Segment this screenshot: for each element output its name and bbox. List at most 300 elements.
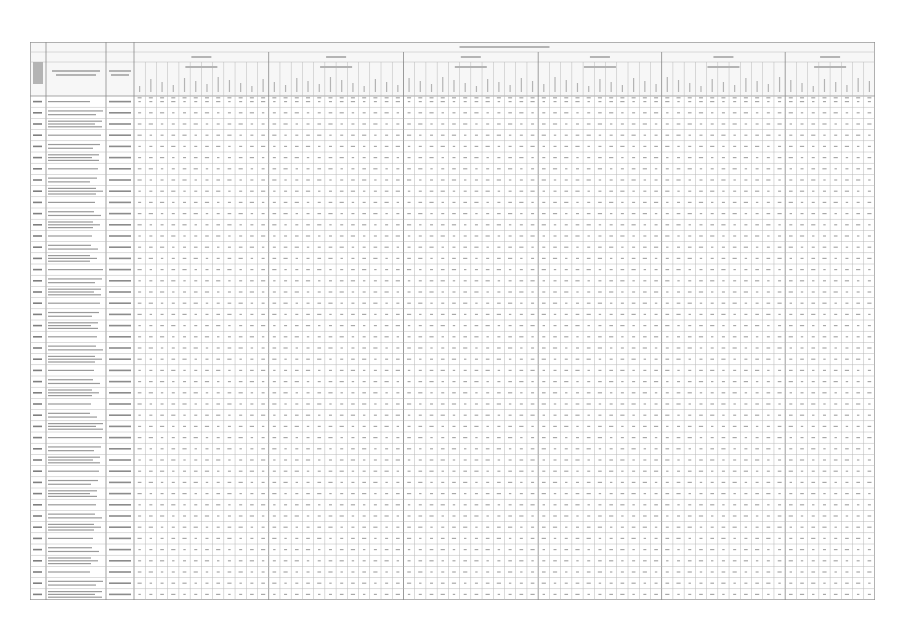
cell-placeholder	[407, 123, 411, 124]
cell-placeholder	[565, 403, 568, 404]
cell-placeholder	[161, 269, 164, 270]
cell-placeholder	[430, 504, 434, 505]
cell-placeholder	[665, 493, 669, 494]
cell-placeholder	[520, 303, 522, 304]
cell-placeholder	[688, 381, 692, 382]
cell-placeholder	[767, 549, 769, 550]
cell-placeholder	[767, 415, 769, 416]
cell-placeholder	[621, 403, 625, 404]
cell-placeholder	[519, 247, 523, 248]
cell-placeholder	[408, 325, 410, 326]
cell-placeholder	[599, 314, 601, 315]
cell-placeholder	[228, 437, 232, 438]
cell-placeholder	[699, 235, 703, 236]
cell-placeholder	[149, 370, 152, 371]
cell-placeholder	[430, 359, 433, 360]
cell-placeholder	[654, 291, 658, 292]
cell-placeholder	[363, 560, 366, 561]
cell-placeholder	[609, 235, 613, 236]
cell-placeholder	[171, 179, 175, 180]
cell-placeholder	[846, 202, 848, 203]
cell-placeholder	[261, 594, 265, 595]
cell-placeholder	[632, 179, 636, 180]
column-header-placeholder	[801, 83, 802, 92]
cell-placeholder	[194, 157, 198, 158]
cell-placeholder	[194, 101, 197, 102]
cell-placeholder	[442, 247, 444, 248]
cell-placeholder	[441, 168, 444, 169]
description-placeholder	[48, 316, 92, 317]
cell-placeholder	[385, 247, 389, 248]
cell-placeholder	[171, 146, 175, 147]
cell-placeholder	[554, 146, 557, 147]
cell-placeholder	[295, 112, 299, 113]
cell-placeholder	[811, 213, 815, 214]
cell-placeholder	[307, 482, 310, 483]
cell-placeholder	[519, 112, 523, 113]
cell-placeholder	[149, 112, 153, 113]
cell-placeholder	[374, 101, 377, 102]
cell-placeholder	[396, 191, 400, 192]
cell-placeholder	[408, 504, 410, 505]
cell-placeholder	[778, 594, 781, 595]
cell-placeholder	[531, 437, 534, 438]
cell-placeholder	[363, 112, 366, 113]
cell-placeholder	[150, 359, 152, 360]
column-subgroup-placeholder	[455, 66, 487, 68]
cell-placeholder	[867, 168, 871, 169]
cell-placeholder	[228, 482, 232, 483]
cell-placeholder	[205, 471, 209, 472]
cell-placeholder	[138, 247, 141, 248]
cell-placeholder	[542, 336, 545, 337]
cell-placeholder	[711, 527, 714, 528]
cell-placeholder	[755, 359, 759, 360]
column-index-placeholder	[430, 97, 434, 98]
cell-placeholder	[418, 303, 422, 304]
cell-placeholder	[856, 482, 860, 483]
cell-placeholder	[767, 280, 769, 281]
column-index-placeholder	[508, 97, 512, 98]
cell-placeholder	[295, 135, 298, 136]
cell-placeholder	[575, 191, 579, 192]
cell-placeholder	[407, 258, 411, 259]
code-placeholder	[109, 258, 131, 260]
cell-placeholder	[228, 123, 232, 124]
cell-placeholder	[530, 101, 534, 102]
description-placeholder	[48, 202, 95, 203]
cell-placeholder	[721, 314, 725, 315]
cell-placeholder	[599, 403, 601, 404]
cell-placeholder	[643, 426, 647, 427]
cell-placeholder	[182, 269, 186, 270]
cell-placeholder	[811, 347, 815, 348]
cell-placeholder	[396, 135, 400, 136]
cell-placeholder	[789, 549, 793, 550]
code-placeholder	[109, 515, 131, 517]
cell-placeholder	[272, 135, 276, 136]
cell-placeholder	[206, 482, 208, 483]
cell-placeholder	[385, 594, 389, 595]
cell-placeholder	[699, 594, 703, 595]
cell-placeholder	[688, 415, 691, 416]
cell-placeholder	[519, 560, 523, 561]
cell-placeholder	[575, 280, 579, 281]
cell-placeholder	[677, 482, 681, 483]
cell-placeholder	[643, 594, 646, 595]
column-index-placeholder	[856, 97, 860, 98]
cell-placeholder	[318, 291, 321, 292]
column-header-placeholder	[476, 86, 477, 92]
cell-placeholder	[329, 202, 333, 203]
cell-placeholder	[397, 247, 399, 248]
cell-placeholder	[801, 291, 803, 292]
column-header-placeholder	[386, 82, 387, 92]
column-index-placeholder	[744, 97, 748, 98]
cell-placeholder	[845, 191, 849, 192]
cell-placeholder	[497, 515, 500, 516]
cell-placeholder	[317, 303, 321, 304]
cell-placeholder	[328, 527, 332, 528]
description-placeholder	[48, 413, 90, 414]
cell-placeholder	[722, 594, 724, 595]
cell-placeholder	[520, 482, 522, 483]
cell-placeholder	[733, 426, 737, 427]
cell-placeholder	[475, 493, 478, 494]
cell-placeholder	[385, 426, 389, 427]
cell-placeholder	[520, 527, 522, 528]
cell-placeholder	[239, 336, 243, 337]
cell-placeholder	[474, 336, 478, 337]
cell-placeholder	[486, 515, 488, 516]
cell-placeholder	[464, 269, 466, 270]
description-placeholder	[48, 278, 102, 279]
cell-placeholder	[396, 359, 400, 360]
cell-placeholder	[317, 538, 321, 539]
cell-placeholder	[407, 135, 411, 136]
cell-placeholder	[756, 247, 758, 248]
cell-placeholder	[767, 560, 770, 561]
cell-placeholder	[408, 157, 411, 158]
cell-placeholder	[745, 437, 747, 438]
cell-placeholder	[543, 280, 545, 281]
description-placeholder	[48, 291, 94, 292]
cell-placeholder	[621, 303, 624, 304]
cell-placeholder	[665, 191, 669, 192]
cell-placeholder	[149, 123, 153, 124]
cell-placeholder	[329, 359, 331, 360]
cell-placeholder	[710, 504, 714, 505]
cell-placeholder	[745, 168, 747, 169]
cell-placeholder	[284, 471, 288, 472]
cell-placeholder	[621, 247, 623, 248]
cell-placeholder	[475, 258, 477, 259]
cell-placeholder	[486, 426, 488, 427]
cell-placeholder	[486, 168, 489, 169]
cell-placeholder	[767, 459, 769, 460]
cell-placeholder	[609, 112, 613, 113]
column-header-placeholder	[554, 77, 555, 92]
cell-placeholder	[666, 482, 669, 483]
cell-placeholder	[273, 415, 275, 416]
cell-placeholder	[307, 258, 310, 259]
cell-placeholder	[284, 135, 286, 136]
cell-placeholder	[620, 280, 624, 281]
cell-placeholder	[160, 146, 164, 147]
cell-placeholder	[845, 403, 849, 404]
cell-placeholder	[385, 560, 389, 561]
cell-placeholder	[857, 370, 859, 371]
cell-placeholder	[239, 135, 241, 136]
code-placeholder	[109, 190, 131, 192]
cell-placeholder	[161, 347, 163, 348]
cell-placeholder	[475, 403, 478, 404]
cell-placeholder	[419, 459, 422, 460]
cell-placeholder	[486, 471, 488, 472]
cell-placeholder	[677, 594, 679, 595]
cell-placeholder	[149, 247, 153, 248]
cell-placeholder	[509, 179, 511, 180]
cell-placeholder	[205, 594, 209, 595]
cell-placeholder	[441, 482, 444, 483]
cell-placeholder	[194, 381, 198, 382]
cell-placeholder	[777, 437, 781, 438]
cell-placeholder	[778, 202, 782, 203]
cell-placeholder	[296, 437, 298, 438]
cell-placeholder	[474, 291, 478, 292]
cell-placeholder	[811, 392, 815, 393]
cell-placeholder	[475, 101, 479, 102]
cell-placeholder	[149, 291, 153, 292]
cell-placeholder	[149, 515, 153, 516]
cell-placeholder	[676, 359, 680, 360]
cell-placeholder	[373, 482, 377, 483]
cell-placeholder	[138, 101, 140, 102]
cell-placeholder	[228, 392, 232, 393]
cell-placeholder	[161, 123, 163, 124]
cell-placeholder	[385, 179, 388, 180]
cell-placeholder	[273, 112, 276, 113]
cell-placeholder	[733, 336, 737, 337]
code-placeholder	[109, 381, 131, 383]
cell-placeholder	[755, 493, 759, 494]
cell-placeholder	[823, 291, 827, 292]
cell-placeholder	[542, 493, 546, 494]
cell-placeholder	[666, 157, 668, 158]
cell-placeholder	[621, 213, 624, 214]
cell-placeholder	[183, 191, 185, 192]
cell-placeholder	[464, 191, 467, 192]
cell-placeholder	[699, 191, 703, 192]
cell-placeholder	[464, 224, 466, 225]
cell-placeholder	[227, 314, 231, 315]
description-placeholder	[48, 282, 95, 283]
cell-placeholder	[665, 359, 669, 360]
cell-placeholder	[508, 471, 512, 472]
cell-placeholder	[272, 179, 276, 180]
cell-placeholder	[857, 157, 860, 158]
cell-placeholder	[149, 191, 152, 192]
cell-placeholder	[868, 325, 871, 326]
cell-placeholder	[486, 123, 489, 124]
cell-placeholder	[486, 314, 490, 315]
cell-placeholder	[666, 347, 669, 348]
cell-placeholder	[385, 403, 388, 404]
description-placeholder	[48, 227, 93, 228]
cell-placeholder	[665, 269, 669, 270]
cell-placeholder	[654, 247, 658, 248]
cell-placeholder	[442, 381, 444, 382]
cell-placeholder	[171, 191, 175, 192]
cell-placeholder	[688, 258, 692, 259]
cell-placeholder	[318, 549, 320, 550]
cell-placeholder	[205, 247, 209, 248]
cell-placeholder	[307, 515, 309, 516]
code-placeholder	[109, 134, 131, 136]
cell-placeholder	[317, 403, 321, 404]
cell-placeholder	[441, 549, 445, 550]
cell-placeholder	[700, 392, 702, 393]
cell-placeholder	[374, 583, 376, 584]
cell-placeholder	[149, 594, 152, 595]
cell-placeholder	[340, 493, 343, 494]
cell-placeholder	[362, 583, 366, 584]
cell-placeholder	[329, 426, 333, 427]
cell-placeholder	[621, 515, 623, 516]
cell-placeholder	[711, 112, 713, 113]
cell-placeholder	[351, 101, 355, 102]
cell-placeholder	[160, 325, 164, 326]
cell-placeholder	[150, 269, 152, 270]
description-placeholder	[48, 328, 98, 329]
cell-placeholder	[632, 471, 635, 472]
cell-placeholder	[520, 571, 522, 572]
row-number-placeholder	[33, 358, 42, 360]
column-index-placeholder	[710, 97, 714, 98]
cell-placeholder	[744, 403, 747, 404]
cell-placeholder	[654, 202, 658, 203]
cell-placeholder	[587, 515, 590, 516]
cell-placeholder	[374, 179, 376, 180]
cell-placeholder	[182, 314, 186, 315]
description-header-placeholder	[56, 74, 96, 76]
cell-placeholder	[283, 258, 287, 259]
cell-placeholder	[250, 314, 253, 315]
cell-placeholder	[599, 179, 601, 180]
description-placeholder	[48, 395, 92, 396]
cell-placeholder	[227, 538, 231, 539]
cell-placeholder	[486, 258, 489, 259]
code-placeholder	[109, 358, 131, 360]
description-placeholder	[48, 547, 92, 548]
cell-placeholder	[272, 359, 276, 360]
cell-placeholder	[632, 583, 636, 584]
cell-placeholder	[251, 258, 253, 259]
cell-placeholder	[273, 515, 276, 516]
cell-placeholder	[464, 493, 466, 494]
cell-placeholder	[643, 482, 647, 483]
cell-placeholder	[688, 202, 692, 203]
cell-placeholder	[396, 213, 399, 214]
cell-placeholder	[588, 549, 590, 550]
cell-placeholder	[149, 571, 153, 572]
row-number-placeholder	[33, 202, 42, 204]
cell-placeholder	[835, 482, 837, 483]
cell-placeholder	[699, 583, 702, 584]
cell-placeholder	[430, 459, 434, 460]
cell-placeholder	[498, 191, 500, 192]
cell-placeholder	[283, 527, 287, 528]
column-index-placeholder	[284, 97, 288, 98]
cell-placeholder	[677, 202, 680, 203]
cell-placeholder	[362, 269, 366, 270]
cell-placeholder	[228, 247, 231, 248]
cell-placeholder	[823, 359, 825, 360]
cell-placeholder	[160, 291, 164, 292]
column-index-placeholder	[272, 97, 276, 98]
cell-placeholder	[789, 191, 793, 192]
cell-placeholder	[576, 560, 578, 561]
cell-placeholder	[161, 403, 164, 404]
cell-placeholder	[329, 146, 332, 147]
cell-placeholder	[419, 403, 421, 404]
cell-placeholder	[542, 560, 545, 561]
cell-placeholder	[699, 538, 702, 539]
cell-placeholder	[699, 493, 702, 494]
cell-placeholder	[138, 527, 142, 528]
cell-placeholder	[474, 112, 478, 113]
cell-placeholder	[745, 527, 747, 528]
cell-placeholder	[553, 471, 557, 472]
column-header-placeholder	[745, 78, 746, 92]
cell-placeholder	[867, 571, 871, 572]
cell-placeholder	[643, 112, 647, 113]
cell-placeholder	[733, 269, 735, 270]
cell-placeholder	[710, 179, 714, 180]
description-placeholder	[48, 437, 102, 438]
cell-placeholder	[767, 202, 770, 203]
cell-placeholder	[609, 415, 613, 416]
cell-placeholder	[239, 415, 242, 416]
cell-placeholder	[564, 112, 568, 113]
cell-placeholder	[497, 381, 500, 382]
cell-placeholder	[441, 403, 445, 404]
cell-placeholder	[610, 213, 612, 214]
cell-placeholder	[655, 482, 657, 483]
cell-placeholder	[374, 426, 378, 427]
cell-placeholder	[284, 549, 287, 550]
cell-placeholder	[632, 381, 635, 382]
cell-placeholder	[767, 370, 769, 371]
description-placeholder	[48, 480, 98, 481]
cell-placeholder	[599, 224, 601, 225]
cell-placeholder	[318, 459, 320, 460]
cell-placeholder	[868, 381, 872, 382]
cell-placeholder	[812, 280, 814, 281]
cell-placeholder	[194, 594, 197, 595]
cell-placeholder	[497, 202, 500, 203]
cell-placeholder	[261, 191, 265, 192]
cell-placeholder	[665, 280, 669, 281]
cell-placeholder	[632, 515, 635, 516]
cell-placeholder	[217, 471, 219, 472]
cell-placeholder	[352, 515, 354, 516]
code-placeholder	[109, 470, 131, 472]
cell-placeholder	[834, 191, 838, 192]
cell-placeholder	[161, 571, 163, 572]
cell-placeholder	[295, 459, 299, 460]
column-index-placeholder	[598, 97, 602, 98]
